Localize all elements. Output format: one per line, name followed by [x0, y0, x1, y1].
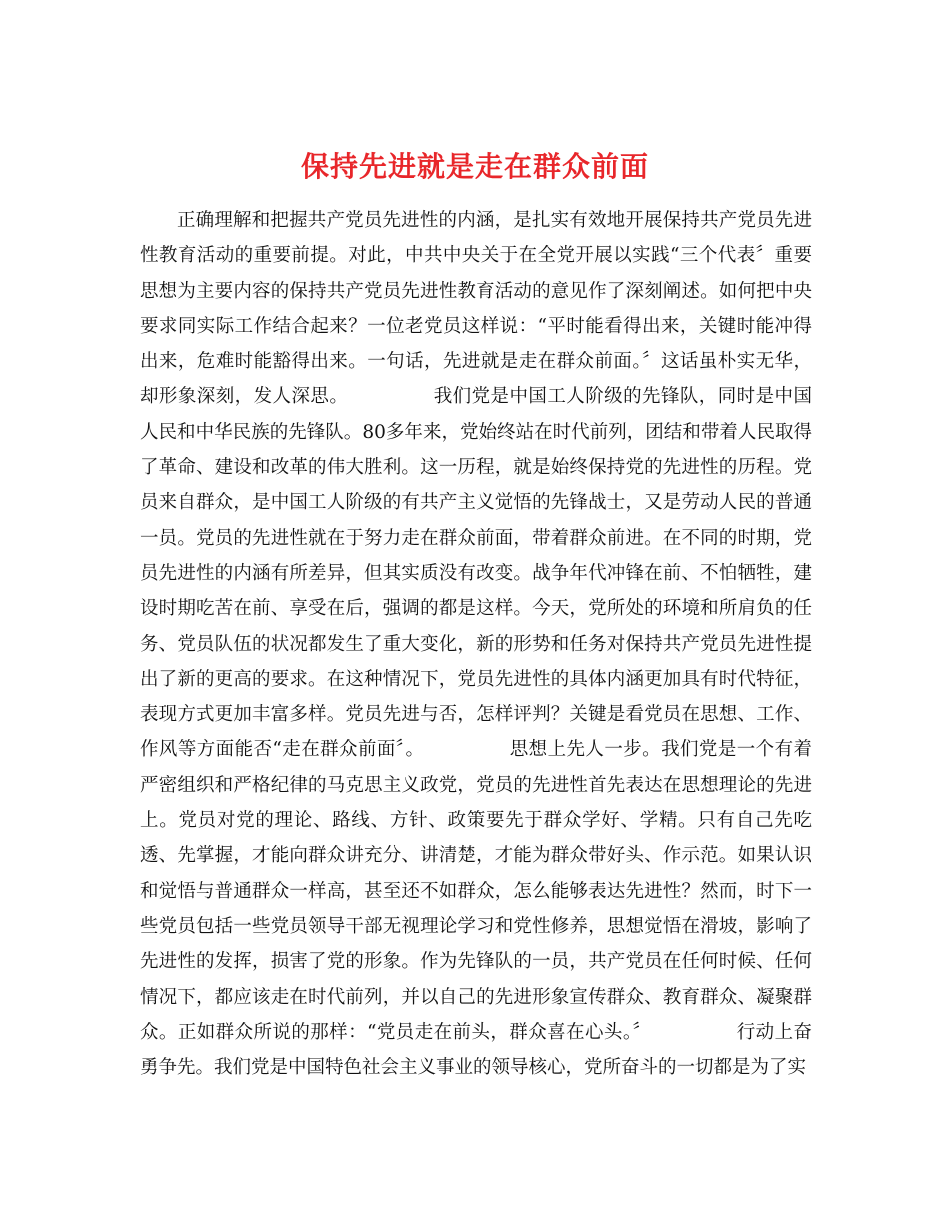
document-title: 保持先进就是走在群众前面	[300, 149, 649, 183]
document-body: 正确理解和把握共产党员先进性的内涵，是扎实有效地开展保持共产党员先进性教育活动的重要前提。对此，中共中央关于在全党开展以实践“三个代表〞重要思想为主要内容的保持共产党员先进性教育活动的意见作了深刻阐述。如何把中央要求同实际工作结合起来？一位老党员这样说：“平时能看得出来，关键时能冲得出来，危难时能豁得出来。一句话，先进就是走在群众前面。〞这话虽朴实无华，却形象深刻，发人深思。 我们党是中国工人阶级的先锋队，同时是中国人民和中华民族的先锋队。80多年来，党始终站在时代前列，团结和带着人民取得了革命、建设和改革的伟大胜利。这一历程，就是始终保持党的先进性的历程。党员来自群众，是中国工人阶级的有共产主义觉悟的先锋战士，又是劳动人民的普通一员。党员的先进性就在于努力走在群众前面，带着群众前进。在不同的时期，党员先进性的内涵有所差异，但其实质没有改变。战争年代冲锋在前、不怕牺牲，建设时期吃苦在前、享受在后，强调的都是这样。今天，党所处的环境和所肩负的任务、党员队伍的状况都发生了重大变化，新的形势和任务对保持共产党员先进性提出了新的更高的要求。在这种情况下，党员先进性的具体内涵更加具有时代特征，表现方式更加丰富多样。党员先进与否，怎样评判？关键是看党员在思想、工作、作风等方面能否“走在群众前面〞。 思想上先人一步。我们党是一个有着严密组织和严格纪律的马克思主义政党，党员的先进性首先表达在思想理论的先进上。党员对党的理论、路线、方针、政策要先于群众学好、学精。只有自己先吃透、先掌握，才能向群众讲充分、讲清楚，才能为群众带好头、作示范。如果认识和觉悟与普通群众一样高，甚至还不如群众，怎么能够表达先进性？然而，时下一些党员包括一些党员领导干部无视理论学习和党性修养，思想觉悟在滑坡，影响了先进性的发挥，损害了党的形象。作为先锋队的一员，共产党员在任何时候、任何情况下，都应该走在时代前列，并以自己的先进形象宣传群众、教育群众、凝聚群众。正如群众所说的那样：“党员走在前头，群众喜在心头。〞 行动上奋勇争先。我们党是中国特色社会主义事业的领导核心，党所奋斗的一切都是为了实	[140, 210, 812, 1079]
